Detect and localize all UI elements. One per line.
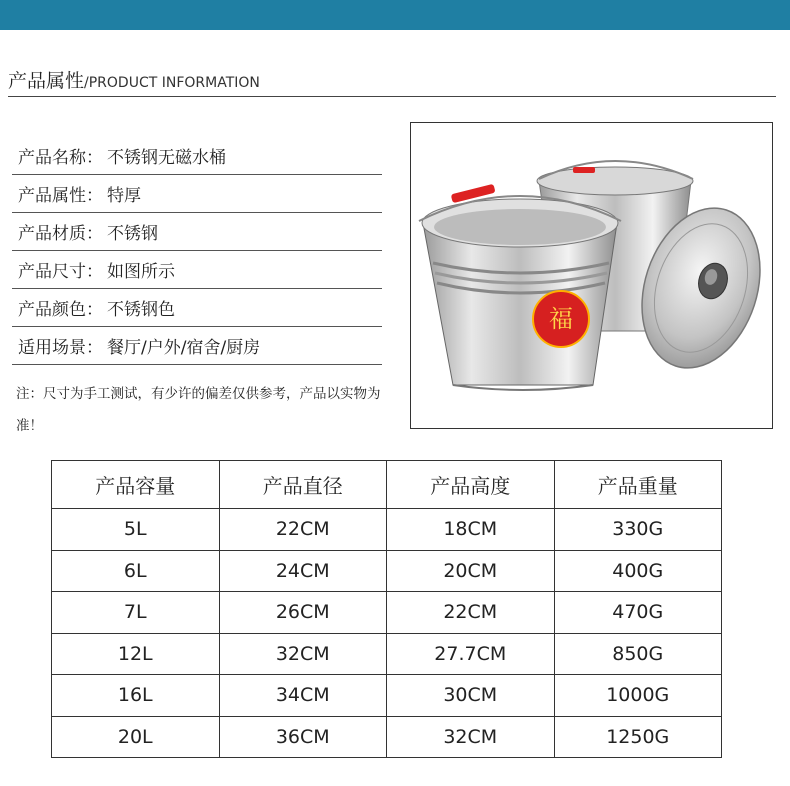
- cell-weight: 850G: [554, 633, 722, 675]
- info-key: 产品属性：: [18, 186, 103, 206]
- cell-capacity: 6L: [52, 550, 220, 592]
- product-photo: [410, 122, 773, 429]
- cell-diameter: 36CM: [219, 716, 387, 758]
- info-key: 产品尺寸：: [18, 262, 103, 282]
- info-row-scene: [12, 327, 382, 365]
- header-height: 产品高度: [387, 461, 555, 509]
- cell-weight: 470G: [554, 592, 722, 634]
- cell-height: 30CM: [387, 675, 555, 717]
- spec-table: [51, 460, 722, 758]
- info-value: 如图所示: [107, 262, 175, 282]
- cell-height: 18CM: [387, 509, 555, 551]
- cell-capacity: 12L: [52, 633, 220, 675]
- cell-diameter: 34CM: [219, 675, 387, 717]
- cell-height: 32CM: [387, 716, 555, 758]
- table-row: [52, 633, 722, 675]
- info-row-color: [12, 289, 382, 327]
- info-value: 不锈钢: [107, 224, 158, 244]
- cell-height: 22CM: [387, 592, 555, 634]
- cell-weight: 1250G: [554, 716, 722, 758]
- header-weight: 产品重量: [554, 461, 722, 509]
- cell-diameter: 26CM: [219, 592, 387, 634]
- info-row-attribute: [12, 175, 382, 213]
- cell-capacity: 20L: [52, 716, 220, 758]
- section-subtitle: /PRODUCT INFORMATION: [84, 75, 260, 91]
- section-header: [8, 66, 776, 97]
- cell-diameter: 22CM: [219, 509, 387, 551]
- info-key: 产品材质：: [18, 224, 103, 244]
- cell-height: 27.7CM: [387, 633, 555, 675]
- cell-height: 20CM: [387, 550, 555, 592]
- info-key: 产品颜色：: [18, 300, 103, 320]
- info-value: 不锈钢色: [107, 300, 175, 320]
- cell-weight: 330G: [554, 509, 722, 551]
- table-row: [52, 592, 722, 634]
- bucket-illustration: [411, 123, 772, 428]
- cell-capacity: 7L: [52, 592, 220, 634]
- info-value: 餐厅/户外/宿舍/厨房: [107, 338, 261, 358]
- cell-diameter: 32CM: [219, 633, 387, 675]
- info-key: 产品名称：: [18, 148, 103, 168]
- cell-weight: 1000G: [554, 675, 722, 717]
- table-header-row: [52, 461, 722, 509]
- product-info-list: [12, 137, 382, 365]
- info-value: 不锈钢无磁水桶: [107, 148, 226, 168]
- cell-capacity: 5L: [52, 509, 220, 551]
- info-row-size: [12, 251, 382, 289]
- label-char: 福: [549, 305, 573, 333]
- cell-capacity: 16L: [52, 675, 220, 717]
- header-capacity: 产品容量: [52, 461, 220, 509]
- table-row: [52, 550, 722, 592]
- table-row: [52, 509, 722, 551]
- cell-weight: 400G: [554, 550, 722, 592]
- top-banner: [0, 0, 790, 30]
- info-value: 特厚: [107, 186, 141, 206]
- section-title: 产品属性: [8, 70, 85, 92]
- header-diameter: 产品直径: [219, 461, 387, 509]
- table-row: [52, 716, 722, 758]
- info-row-material: [12, 213, 382, 251]
- info-key: 适用场景：: [18, 338, 103, 358]
- info-row-name: [12, 137, 382, 175]
- cell-diameter: 24CM: [219, 550, 387, 592]
- disclaimer-note: 注：尺寸为手工测试，有少许的偏差仅供参考，产品以实物为准！: [16, 386, 381, 434]
- table-row: [52, 675, 722, 717]
